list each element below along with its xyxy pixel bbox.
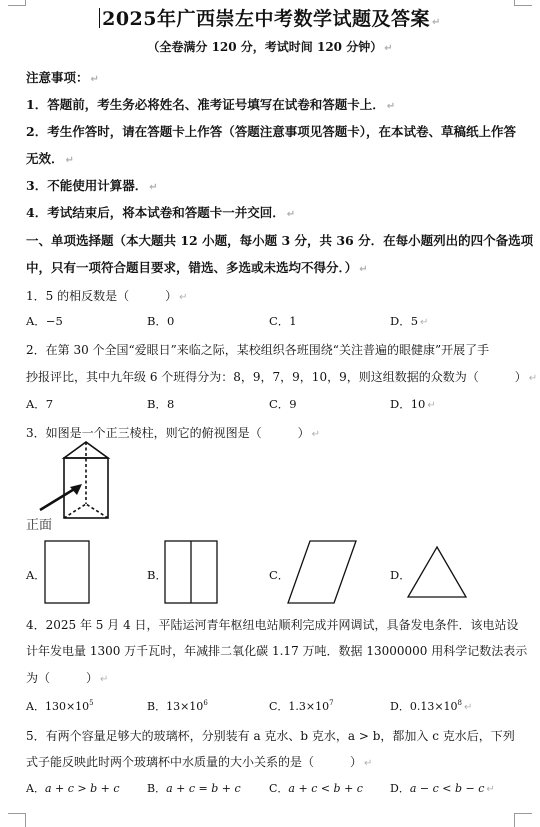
notice-item-text: 4．考试结束后，将本试卷和答题卡一并交回． — [26, 205, 285, 220]
q3-option-c-parallelogram — [286, 540, 358, 604]
q5-stem-line1 — [26, 727, 526, 744]
q5-option-c — [269, 780, 363, 796]
q4-option-d-exponent: 8 — [457, 699, 463, 707]
q4-option-b — [147, 698, 208, 714]
q5-option-b-expr: a + c = b + c — [166, 782, 241, 795]
q1-stem-text: 1．5 的相反数是（ ） — [26, 289, 178, 303]
q5-option-b — [147, 780, 241, 796]
q4-option-d-base: 0.13×10 — [409, 700, 458, 713]
paragraph-mark-icon: ↵ — [464, 702, 473, 713]
page-corner-bottom-left — [8, 813, 26, 827]
front-arrow-shaft — [40, 488, 76, 510]
q2-stem-line1 — [26, 341, 526, 358]
paragraph-mark-icon: ↵ — [486, 784, 495, 795]
q1-option-c: C．1 — [269, 314, 297, 328]
prism-hidden-edge — [86, 504, 108, 518]
q4-option-c-label: C． — [269, 700, 289, 713]
paragraph-mark-icon: ↵ — [359, 264, 368, 275]
front-view-label: 正面 — [26, 518, 53, 533]
paragraph-mark-icon: ↵ — [427, 400, 436, 411]
paragraph-mark-icon: ↵ — [179, 292, 188, 303]
notice-item-text: 1．答题前，考生务必将姓名、准考证号填写在试卷和答题卡上． — [26, 97, 385, 112]
q2-stem-line2 — [26, 368, 538, 385]
q5-option-c-expr: a + c < b + c — [288, 782, 363, 795]
paragraph-mark-icon: ↵ — [100, 674, 109, 685]
paragraph-mark-icon: ↵ — [384, 43, 393, 54]
section1-heading-text: 中，只有一项符合题目要求，错选、多选或未选均不得分．） — [26, 260, 358, 275]
q5-option-d-label: D． — [390, 782, 410, 795]
q1-option-b: B．0 — [147, 314, 175, 328]
exam-subtitle — [0, 38, 540, 55]
section1-heading — [26, 231, 534, 249]
q2-option-b: B．8 — [147, 397, 175, 411]
q2-option-c: C．9 — [269, 397, 297, 411]
q5-stem-text: 式子能反映此时两个玻璃杯中水质量的大小关系的是（ ） — [26, 755, 363, 769]
q5-option-b-label: B． — [147, 782, 167, 795]
notice-item-text: 无效． — [26, 151, 64, 166]
q5-option-d — [390, 780, 495, 796]
text-cursor — [99, 8, 100, 28]
notice-item-text: 2．考生作答时，请在答题卡上作答（答题注意事项见答题卡），在本试卷、草稿纸上作答 — [26, 124, 516, 139]
q3-option-c-label: C． — [269, 568, 290, 582]
q3-option-d-label: D． — [390, 568, 411, 582]
q4-option-b-label: B． — [147, 700, 167, 713]
q5-option-a-expr: a + c > b + c — [44, 782, 120, 795]
paragraph-mark-icon: ↵ — [432, 17, 441, 28]
notice-item-3 — [26, 176, 526, 194]
q2-option-d — [390, 396, 436, 412]
paragraph-mark-icon: ↵ — [528, 373, 538, 384]
q2-stem-text: 2．在第 30 个全国“爱眼日”来临之际，某校组织各班围绕“关注普遍的眼健康”开展了手 — [26, 343, 490, 357]
q4-option-c-exponent: 7 — [329, 699, 334, 707]
q5-stem-line2 — [26, 753, 526, 770]
paragraph-mark-icon: ↵ — [420, 317, 429, 328]
section1-heading-cont — [26, 258, 526, 276]
q2-option-d-text: D．10 — [390, 397, 426, 411]
q5-option-c-label: C． — [269, 782, 289, 795]
document-title — [0, 4, 540, 31]
q1-option-a: A．−5 — [26, 314, 63, 328]
paragraph-mark-icon: ↵ — [364, 758, 373, 769]
q5-option-a-label: A． — [26, 782, 45, 795]
notice-heading-text: 注意事项： — [26, 70, 89, 85]
q2-option-a: A．7 — [26, 397, 54, 411]
q4-stem-line2 — [26, 642, 526, 659]
q1-stem — [26, 287, 526, 304]
q4-option-a — [26, 698, 94, 714]
q3-option-a-label: A． — [26, 568, 46, 582]
paragraph-mark-icon: ↵ — [386, 101, 396, 112]
q5-option-a — [26, 780, 120, 796]
q3-stem-text: 3．如图是一个正三棱柱，则它的俯视图是（ ） — [26, 426, 310, 440]
q1-option-d-text: D．5 — [390, 314, 419, 328]
notice-item-1 — [26, 95, 526, 113]
q4-stem-text: 4．2025 年 5 月 4 日，平陆运河青年枢纽电站顺利完成并网调试，具备发电条件．该电站设 — [26, 618, 519, 632]
q4-option-a-base: 130×10 — [44, 700, 90, 713]
q3-option-d-triangle — [406, 545, 468, 599]
page-corner-bottom-right — [514, 813, 532, 827]
q3-option-b-split-rectangle — [164, 540, 220, 604]
title-text: 2025年广西崇左中考数学试题及答案 — [102, 8, 430, 30]
q4-stem-line1 — [26, 616, 526, 633]
q4-option-c — [269, 698, 334, 714]
paragraph-mark-icon: ↵ — [65, 155, 74, 166]
q4-option-b-base: 13×10 — [166, 700, 204, 713]
paragraph-mark-icon: ↵ — [311, 429, 321, 440]
notice-item-2 — [26, 122, 526, 140]
q4-option-d — [390, 698, 472, 714]
prism-hidden-edge — [64, 504, 86, 518]
q3-option-b-label: B． — [147, 568, 167, 582]
section1-heading-text: 一、单项选择题（本大题共 12 小题，每小题 3 分，共 36 分．在每小题列出的四个备选项 — [26, 233, 534, 248]
q4-option-a-exponent: 5 — [89, 699, 94, 707]
paragraph-mark-icon: ↵ — [90, 74, 99, 85]
q3-option-a-rectangle — [44, 540, 92, 604]
q4-stem-line3 — [26, 669, 526, 686]
q4-option-d-label: D． — [390, 700, 410, 713]
q4-stem-text: 计年发电量 1300 万千瓦时，年减排二氧化碳 1.17 万吨．数据 13000000 用科学记数法表示 — [26, 644, 528, 658]
q5-stem-text: 5．有两个容量足够大的玻璃杯，分别装有 a 克水、b 克水，a > b，都加入 c 克水后，下列 — [26, 729, 515, 743]
subtitle-text: （全卷满分 120 分，考试时间 120 分钟） — [147, 40, 383, 54]
q4-stem-text: 为（ ） — [26, 671, 99, 685]
q4-option-c-base: 1.3×10 — [288, 700, 330, 713]
notice-heading — [26, 68, 526, 86]
paragraph-mark-icon: ↵ — [286, 209, 296, 220]
q4-option-a-label: A． — [26, 700, 45, 713]
q1-option-d — [390, 313, 428, 329]
q4-option-b-exponent: 6 — [203, 699, 208, 707]
paragraph-mark-icon: ↵ — [149, 182, 158, 193]
notice-item-4 — [26, 203, 526, 221]
notice-item-text: 3．不能使用计算器． — [26, 178, 148, 193]
notice-item-2-cont — [26, 149, 526, 167]
q2-stem-text: 抄报评比，其中九年级 6 个班得分为：8，9，7，9，10，9，则这组数据的众数为（ ） — [26, 370, 527, 384]
q5-option-d-expr: a − c < b − c — [409, 782, 485, 795]
